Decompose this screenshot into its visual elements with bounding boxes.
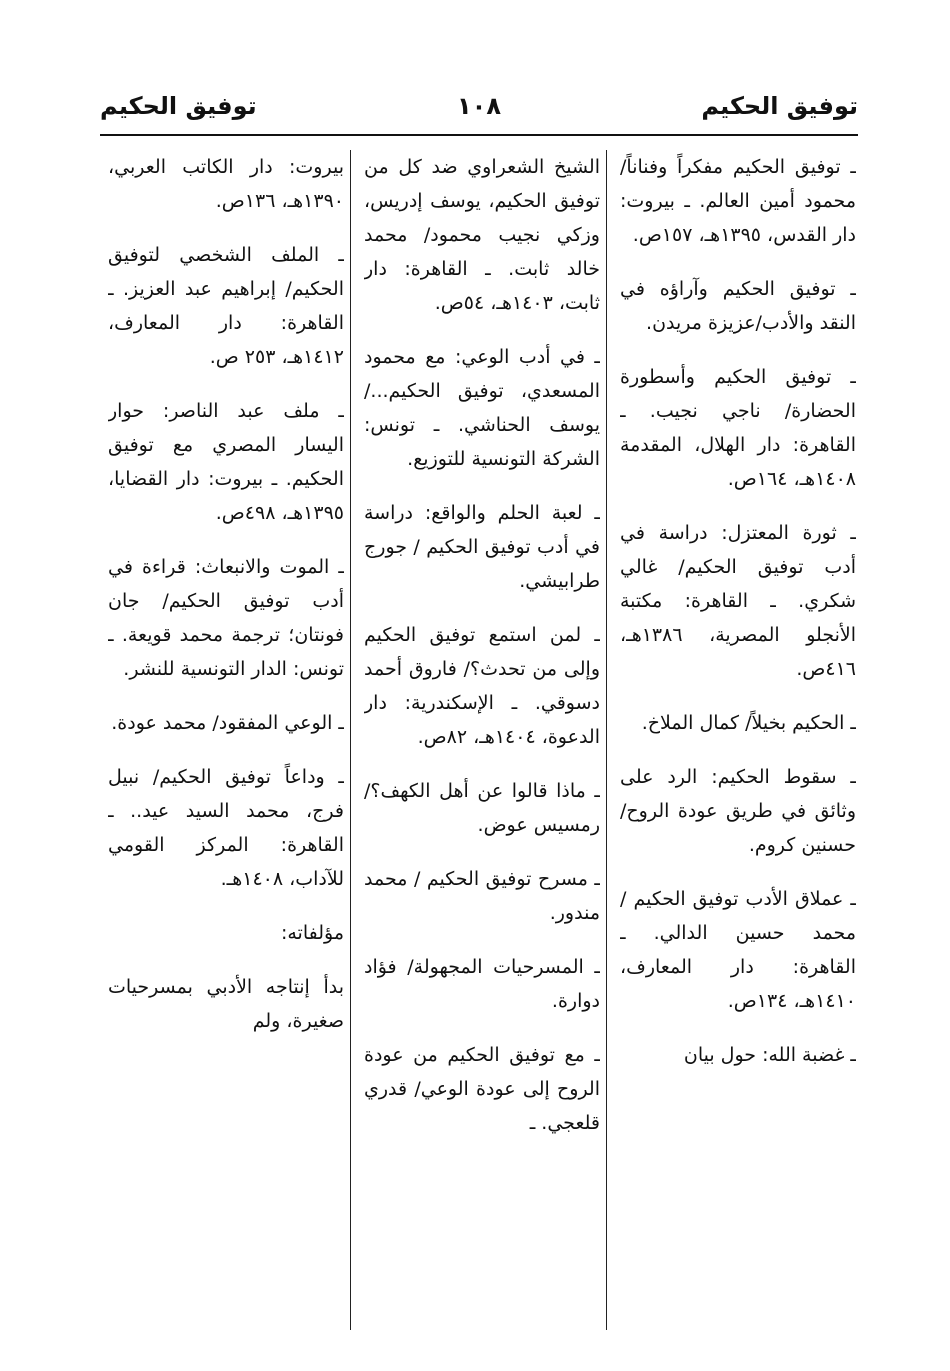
- entry-text: بدأ إنتاجه الأدبي بمسرحيات صغيرة، ولم: [108, 976, 344, 1032]
- bibliography-entry: [108, 238, 344, 374]
- page-number: ١٠٨: [457, 92, 501, 120]
- bibliography-entry: [620, 360, 856, 496]
- column-middle: [364, 150, 600, 1340]
- bibliography-entry: [620, 882, 856, 1018]
- bibliography-entry: [620, 706, 856, 740]
- entry-text: بيروت: دار الكاتب العربي، ١٣٩٠هـ، ١٣٦ص.: [108, 156, 344, 212]
- section-heading: [108, 916, 344, 950]
- entry-text: ـ لمن استمع توفيق الحكيم وإلى من تحدث؟/ فاروق أحمد دسوقي. ـ الإسكندرية: دار الدعوة، ١٤٠٤هـ، ٨٢ص.: [364, 624, 600, 748]
- entry-text: ـ الملف الشخصي لتوفيق الحكيم/ إبراهيم عبد العزيز. ـ القاهرة: دار المعارف، ١٤١٢هـ، ٢٥٣ ص.: [108, 244, 344, 368]
- entry-text: ـ سقوط الحكيم: الرد على وثائق في طريق عودة الروح/ حسنين كروم.: [620, 766, 856, 856]
- bibliography-entry: [620, 150, 856, 252]
- entry-text: الشيخ الشعراوي ضد كل من توفيق الحكيم، يوسف إدريس، وزكي نجيب محمود/ محمد خالد ثابت. ـ القاهرة: دار ثابت، ١٤٠٣هـ، ٥٤ص.: [364, 156, 600, 314]
- entry-text: ـ الوعي المفقود/ محمد عودة.: [111, 712, 344, 734]
- entry-text: ـ توفيق الحكيم وأسطورة الحضارة/ ناجي نجيب. ـ القاهرة: دار الهلال، المقدمة ١٤٠٨هـ، ١٦٤ص.: [620, 366, 856, 490]
- entry-text: ـ في أدب الوعي: مع محمود المسعدي، توفيق الحكيم.../ يوسف الحناشي. ـ تونس: الشركة التونسية للتوزيع.: [364, 346, 600, 470]
- entry-text: ـ ملف عبد الناصر: حوار اليسار المصري مع توفيق الحكيم. ـ بيروت: دار القضايا، ١٣٩٥هـ، ٤٩٨ص.: [108, 400, 344, 524]
- bibliography-entry: [364, 1038, 600, 1140]
- bibliography-entry: [364, 618, 600, 754]
- bibliography-entry: [620, 272, 856, 340]
- bibliography-entry: [108, 550, 344, 686]
- entry-text: ـ لعبة الحلم والواقع: دراسة في أدب توفيق الحكيم / جورج طرابيشي.: [364, 502, 600, 592]
- bibliography-entry: [364, 774, 600, 842]
- bibliography-entry: [108, 760, 344, 896]
- entry-text: ـ عملاق الأدب توفيق الحكيم / محمد حسين الدالي. ـ القاهرة: دار المعارف، ١٤١٠هـ، ١٣٤ص.: [620, 888, 856, 1012]
- entry-text: ـ توفيق الحكيم وآراؤه في النقد والأدب/عزيزة مريدن.: [620, 278, 856, 334]
- bibliography-entry: [620, 760, 856, 862]
- text-columns: [104, 150, 856, 1340]
- bibliography-entry: [108, 706, 344, 740]
- running-title-left: توفيق الحكيم: [100, 92, 257, 120]
- bibliography-entry: [620, 1038, 856, 1072]
- entry-text: ـ ثورة المعتزل: دراسة في أدب توفيق الحكيم/ غالي شكري. ـ القاهرة: مكتبة الأنجلو المصرية، ١٣٨٦هـ، ٤١٦ص.: [620, 522, 856, 680]
- bibliography-entry: [620, 516, 856, 686]
- entry-text: ـ المسرحيات المجهولة/ فؤاد دوارة.: [364, 956, 600, 1012]
- entry-text: ـ وداعاً توفيق الحكيم/ نبيل فرج، محمد السيد عيد.. ـ القاهرة: المركز القومي للآداب، ١٤٠٨هـ.: [108, 766, 344, 890]
- bibliography-entry: [364, 862, 600, 930]
- entry-text: ـ مع توفيق الحكيم من عودة الروح إلى عودة الوعي/ قدري قلعجي. ـ: [364, 1044, 600, 1134]
- page-header: [100, 86, 858, 136]
- entry-text: ـ توفيق الحكيم مفكراً وفناناً/ محمود أمين العالم. ـ بيروت: دار القدس، ١٣٩٥هـ، ١٥٧ص.: [620, 156, 856, 246]
- bibliography-entry: [364, 496, 600, 598]
- bibliography-entry: [364, 150, 600, 320]
- entry-text: ـ غضبة الله: حول بيان: [683, 1044, 856, 1066]
- column-left: [108, 150, 344, 1340]
- entry-text: مؤلفاته:: [280, 922, 344, 944]
- entry-text: ـ مسرح توفيق الحكيم / محمد مندور.: [364, 868, 600, 924]
- bibliography-entry: [108, 394, 344, 530]
- running-title-right: توفيق الحكيم: [701, 92, 858, 120]
- column-right: [620, 150, 856, 1340]
- entry-text: ـ الحكيم بخيلاً/ كمال الملاخ.: [641, 712, 856, 734]
- entry-text: ـ الموت والانبعاث: قراءة في أدب توفيق الحكيم/ جان فونتان؛ ترجمة محمد قويعة. ـ تونس: الدار التونسية للنشر.: [108, 556, 344, 680]
- entry-text: ـ ماذا قالوا عن أهل الكهف؟/ رمسيس عوض.: [364, 780, 600, 836]
- bibliography-entry: [108, 150, 344, 218]
- bibliography-entry: [364, 340, 600, 476]
- body-paragraph: [108, 970, 344, 1038]
- bibliography-entry: [364, 950, 600, 1018]
